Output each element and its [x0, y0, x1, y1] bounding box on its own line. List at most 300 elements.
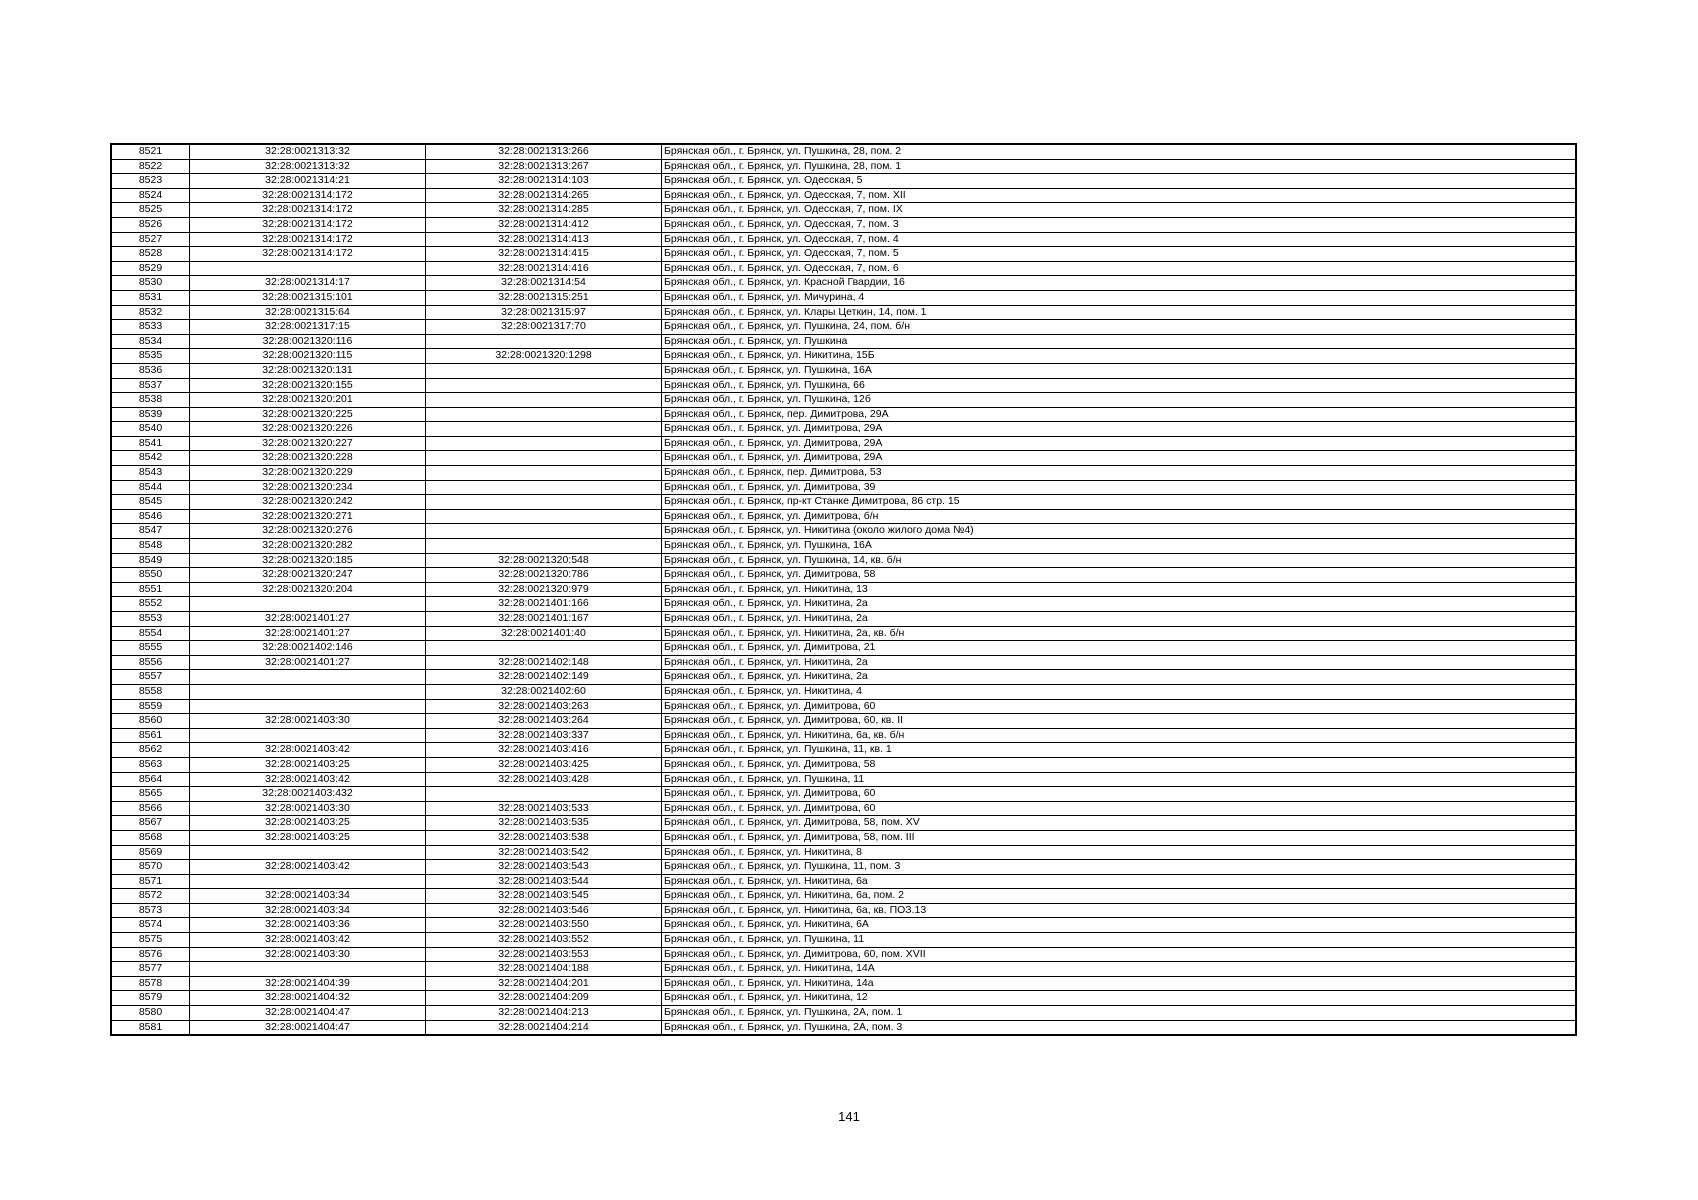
table-row — [111, 188, 1576, 203]
table-row — [111, 918, 1576, 933]
row-number-cell: 8566 — [111, 801, 190, 816]
address-cell: Брянская обл., г. Брянск, ул. Пушкина, 11, пом. 3 — [662, 860, 1577, 875]
row-number-cell: 8553 — [111, 612, 190, 627]
object-number-cell: 32:28:0021314:103 — [426, 174, 662, 189]
table-row — [111, 203, 1576, 218]
table-row — [111, 349, 1576, 364]
address-cell: Брянская обл., г. Брянск, ул. Димитрова, 60, кв. II — [662, 714, 1577, 729]
parcel-number-cell: 32:28:0021320:225 — [190, 407, 426, 422]
table-row — [111, 509, 1576, 524]
table-row — [111, 714, 1576, 729]
table-row — [111, 174, 1576, 189]
parcel-number-cell: 32:28:0021320:234 — [190, 480, 426, 495]
row-number-cell: 8571 — [111, 874, 190, 889]
parcel-number-cell — [190, 699, 426, 714]
parcel-number-cell: 32:28:0021320:276 — [190, 524, 426, 539]
object-number-cell — [426, 378, 662, 393]
object-number-cell: 32:28:0021401:167 — [426, 612, 662, 627]
table-row — [111, 290, 1576, 305]
address-cell: Брянская обл., г. Брянск, ул. Никитина, 6А — [662, 918, 1577, 933]
row-number-cell: 8559 — [111, 699, 190, 714]
address-cell: Брянская обл., г. Брянск, ул. Димитрова, 29А — [662, 422, 1577, 437]
page-number: 141 — [838, 1109, 860, 1124]
row-number-cell: 8525 — [111, 203, 190, 218]
row-number-cell: 8541 — [111, 436, 190, 451]
address-cell: Брянская обл., г. Брянск, ул. Одесская, 7, пом. IX — [662, 203, 1577, 218]
row-number-cell: 8548 — [111, 539, 190, 554]
parcel-number-cell: 32:28:0021403:42 — [190, 860, 426, 875]
parcel-number-cell: 32:28:0021404:32 — [190, 991, 426, 1006]
row-number-cell: 8572 — [111, 889, 190, 904]
object-number-cell: 32:28:0021403:544 — [426, 874, 662, 889]
row-number-cell: 8576 — [111, 947, 190, 962]
table-row — [111, 655, 1576, 670]
row-number-cell: 8558 — [111, 684, 190, 699]
row-number-cell: 8564 — [111, 772, 190, 787]
address-cell: Брянская обл., г. Брянск, ул. Пушкина, 24, пом. б/н — [662, 320, 1577, 335]
object-number-cell: 32:28:0021404:188 — [426, 962, 662, 977]
object-number-cell: 32:28:0021401:40 — [426, 626, 662, 641]
object-number-cell: 32:28:0021403:542 — [426, 845, 662, 860]
address-cell: Брянская обл., г. Брянск, ул. Пушкина, 11, кв. 1 — [662, 743, 1577, 758]
address-cell: Брянская обл., г. Брянск, ул. Димитрова, 29А — [662, 451, 1577, 466]
parcel-number-cell — [190, 261, 426, 276]
object-number-cell: 32:28:0021317:70 — [426, 320, 662, 335]
row-number-cell: 8521 — [111, 144, 190, 159]
table-row — [111, 393, 1576, 408]
table-row — [111, 670, 1576, 685]
object-number-cell: 32:28:0021320:979 — [426, 582, 662, 597]
object-number-cell: 32:28:0021403:546 — [426, 903, 662, 918]
row-number-cell: 8546 — [111, 509, 190, 524]
address-cell: Брянская обл., г. Брянск, ул. Пушкина, 28, пом. 1 — [662, 159, 1577, 174]
row-number-cell: 8569 — [111, 845, 190, 860]
row-number-cell: 8581 — [111, 1020, 190, 1035]
parcel-number-cell: 32:28:0021320:115 — [190, 349, 426, 364]
parcel-number-cell: 32:28:0021403:25 — [190, 816, 426, 831]
address-cell: Брянская обл., г. Брянск, ул. Пушкина, 14, кв. б/н — [662, 553, 1577, 568]
table-row — [111, 641, 1576, 656]
row-number-cell: 8557 — [111, 670, 190, 685]
row-number-cell: 8542 — [111, 451, 190, 466]
address-cell: Брянская обл., г. Брянск, ул. Никитина, 6а — [662, 874, 1577, 889]
table-row — [111, 495, 1576, 510]
row-number-cell: 8529 — [111, 261, 190, 276]
address-cell: Брянская обл., г. Брянск, ул. Никитина, 14а — [662, 976, 1577, 991]
row-number-cell: 8549 — [111, 553, 190, 568]
object-number-cell — [426, 641, 662, 656]
object-number-cell: 32:28:0021314:285 — [426, 203, 662, 218]
table-row — [111, 524, 1576, 539]
row-number-cell: 8539 — [111, 407, 190, 422]
table-row — [111, 480, 1576, 495]
address-cell: Брянская обл., г. Брянск, ул. Димитрова, 58 — [662, 757, 1577, 772]
table-row — [111, 728, 1576, 743]
parcel-number-cell: 32:28:0021403:30 — [190, 947, 426, 962]
parcel-number-cell: 32:28:0021404:39 — [190, 976, 426, 991]
parcel-number-cell — [190, 670, 426, 685]
parcel-number-cell: 32:28:0021313:32 — [190, 159, 426, 174]
table-row — [111, 582, 1576, 597]
object-number-cell: 32:28:0021313:267 — [426, 159, 662, 174]
table-row — [111, 422, 1576, 437]
cadastral-registry-table — [110, 143, 1577, 1036]
row-number-cell: 8540 — [111, 422, 190, 437]
table-row — [111, 334, 1576, 349]
parcel-number-cell: 32:28:0021314:172 — [190, 188, 426, 203]
row-number-cell: 8534 — [111, 334, 190, 349]
table-row — [111, 378, 1576, 393]
parcel-number-cell: 32:28:0021314:21 — [190, 174, 426, 189]
object-number-cell: 32:28:0021403:543 — [426, 860, 662, 875]
address-cell: Брянская обл., г. Брянск, ул. Никитина, 4 — [662, 684, 1577, 699]
table-row — [111, 553, 1576, 568]
table-row — [111, 757, 1576, 772]
row-number-cell: 8554 — [111, 626, 190, 641]
table-row — [111, 1006, 1576, 1021]
object-number-cell: 32:28:0021314:412 — [426, 217, 662, 232]
object-number-cell: 32:28:0021403:416 — [426, 743, 662, 758]
address-cell: Брянская обл., г. Брянск, ул. Никитина, 2а — [662, 612, 1577, 627]
table-row — [111, 947, 1576, 962]
object-number-cell: 32:28:0021314:415 — [426, 247, 662, 262]
table-row — [111, 597, 1576, 612]
object-number-cell: 32:28:0021403:264 — [426, 714, 662, 729]
parcel-number-cell: 32:28:0021403:25 — [190, 757, 426, 772]
row-number-cell: 8532 — [111, 305, 190, 320]
row-number-cell: 8550 — [111, 568, 190, 583]
object-number-cell: 32:28:0021320:1298 — [426, 349, 662, 364]
parcel-number-cell: 32:28:0021403:432 — [190, 787, 426, 802]
object-number-cell — [426, 509, 662, 524]
row-number-cell: 8545 — [111, 495, 190, 510]
row-number-cell: 8552 — [111, 597, 190, 612]
row-number-cell: 8556 — [111, 655, 190, 670]
address-cell: Брянская обл., г. Брянск, ул. Одесская, 7, пом. 6 — [662, 261, 1577, 276]
object-number-cell: 32:28:0021403:263 — [426, 699, 662, 714]
address-cell: Брянская обл., г. Брянск, ул. Никитина, 6а, кв. б/н — [662, 728, 1577, 743]
table-row — [111, 261, 1576, 276]
parcel-number-cell: 32:28:0021313:32 — [190, 144, 426, 159]
parcel-number-cell: 32:28:0021320:247 — [190, 568, 426, 583]
parcel-number-cell: 32:28:0021315:64 — [190, 305, 426, 320]
address-cell: Брянская обл., г. Брянск, ул. Димитрова, 60 — [662, 801, 1577, 816]
parcel-number-cell: 32:28:0021401:27 — [190, 612, 426, 627]
address-cell: Брянская обл., г. Брянск, ул. Пушкина, 2А, пом. 3 — [662, 1020, 1577, 1035]
object-number-cell: 32:28:0021315:251 — [426, 290, 662, 305]
parcel-number-cell: 32:28:0021320:204 — [190, 582, 426, 597]
table-row — [111, 276, 1576, 291]
address-cell: Брянская обл., г. Брянск, ул. Димитрова, 21 — [662, 641, 1577, 656]
table-row — [111, 568, 1576, 583]
row-number-cell: 8562 — [111, 743, 190, 758]
object-number-cell — [426, 787, 662, 802]
address-cell: Брянская обл., г. Брянск, ул. Никитина, 14А — [662, 962, 1577, 977]
row-number-cell: 8535 — [111, 349, 190, 364]
table-row — [111, 466, 1576, 481]
object-number-cell: 32:28:0021314:413 — [426, 232, 662, 247]
row-number-cell: 8528 — [111, 247, 190, 262]
table-row — [111, 860, 1576, 875]
table-row — [111, 320, 1576, 335]
parcel-number-cell — [190, 684, 426, 699]
parcel-number-cell: 32:28:0021320:131 — [190, 363, 426, 378]
table-row — [111, 436, 1576, 451]
table-row — [111, 363, 1576, 378]
address-cell: Брянская обл., г. Брянск, ул. Пушкина, 66 — [662, 378, 1577, 393]
row-number-cell: 8563 — [111, 757, 190, 772]
table-row — [111, 626, 1576, 641]
parcel-number-cell: 32:28:0021402:146 — [190, 641, 426, 656]
row-number-cell: 8524 — [111, 188, 190, 203]
address-cell: Брянская обл., г. Брянск, ул. Мичурина, 4 — [662, 290, 1577, 305]
parcel-number-cell: 32:28:0021401:27 — [190, 655, 426, 670]
object-number-cell: 32:28:0021403:425 — [426, 757, 662, 772]
table-row — [111, 1020, 1576, 1035]
table-row — [111, 903, 1576, 918]
object-number-cell: 32:28:0021313:266 — [426, 144, 662, 159]
object-number-cell — [426, 524, 662, 539]
parcel-number-cell: 32:28:0021401:27 — [190, 626, 426, 641]
address-cell: Брянская обл., г. Брянск, ул. Димитрова, 60 — [662, 787, 1577, 802]
table-row — [111, 874, 1576, 889]
row-number-cell: 8573 — [111, 903, 190, 918]
address-cell: Брянская обл., г. Брянск, ул. Димитрова, 58, пом. III — [662, 830, 1577, 845]
address-cell: Брянская обл., г. Брянск, ул. Одесская, 7, пом. XII — [662, 188, 1577, 203]
object-number-cell: 32:28:0021401:166 — [426, 597, 662, 612]
object-number-cell: 32:28:0021320:548 — [426, 553, 662, 568]
address-cell: Брянская обл., г. Брянск, пр-кт Станке Димитрова, 86 стр. 15 — [662, 495, 1577, 510]
address-cell: Брянская обл., г. Брянск, ул. Димитрова, 29А — [662, 436, 1577, 451]
address-cell: Брянская обл., г. Брянск, ул. Пушкина — [662, 334, 1577, 349]
row-number-cell: 8531 — [111, 290, 190, 305]
object-number-cell — [426, 393, 662, 408]
parcel-number-cell: 32:28:0021320:155 — [190, 378, 426, 393]
row-number-cell: 8530 — [111, 276, 190, 291]
object-number-cell: 32:28:0021314:416 — [426, 261, 662, 276]
address-cell: Брянская обл., г. Брянск, ул. Красной Гвардии, 16 — [662, 276, 1577, 291]
parcel-number-cell: 32:28:0021315:101 — [190, 290, 426, 305]
address-cell: Брянская обл., г. Брянск, ул. Пушкина, 11 — [662, 772, 1577, 787]
row-number-cell: 8568 — [111, 830, 190, 845]
row-number-cell: 8570 — [111, 860, 190, 875]
row-number-cell: 8577 — [111, 962, 190, 977]
object-number-cell — [426, 480, 662, 495]
table-row — [111, 801, 1576, 816]
parcel-number-cell — [190, 874, 426, 889]
table-row — [111, 889, 1576, 904]
parcel-number-cell: 32:28:0021320:229 — [190, 466, 426, 481]
parcel-number-cell: 32:28:0021320:185 — [190, 553, 426, 568]
object-number-cell — [426, 539, 662, 554]
object-number-cell: 32:28:0021403:538 — [426, 830, 662, 845]
object-number-cell — [426, 436, 662, 451]
parcel-number-cell: 32:28:0021320:228 — [190, 451, 426, 466]
table-row — [111, 247, 1576, 262]
object-number-cell: 32:28:0021403:553 — [426, 947, 662, 962]
row-number-cell: 8527 — [111, 232, 190, 247]
object-number-cell: 32:28:0021404:201 — [426, 976, 662, 991]
row-number-cell: 8526 — [111, 217, 190, 232]
object-number-cell — [426, 466, 662, 481]
parcel-number-cell: 32:28:0021320:201 — [190, 393, 426, 408]
table-row — [111, 991, 1576, 1006]
object-number-cell: 32:28:0021314:54 — [426, 276, 662, 291]
address-cell: Брянская обл., г. Брянск, ул. Одесская, 7, пом. 3 — [662, 217, 1577, 232]
table-row — [111, 305, 1576, 320]
parcel-number-cell: 32:28:0021320:242 — [190, 495, 426, 510]
table-row — [111, 743, 1576, 758]
object-number-cell: 32:28:0021403:337 — [426, 728, 662, 743]
parcel-number-cell: 32:28:0021320:226 — [190, 422, 426, 437]
table-row — [111, 684, 1576, 699]
address-cell: Брянская обл., г. Брянск, ул. Одесская, 5 — [662, 174, 1577, 189]
object-number-cell: 32:28:0021404:209 — [426, 991, 662, 1006]
address-cell: Брянская обл., г. Брянск, ул. Никитина, 8 — [662, 845, 1577, 860]
address-cell: Брянская обл., г. Брянск, ул. Пушкина, 12б — [662, 393, 1577, 408]
parcel-number-cell — [190, 597, 426, 612]
row-number-cell: 8561 — [111, 728, 190, 743]
parcel-number-cell: 32:28:0021403:30 — [190, 714, 426, 729]
table-row — [111, 539, 1576, 554]
parcel-number-cell: 32:28:0021320:116 — [190, 334, 426, 349]
parcel-number-cell: 32:28:0021403:42 — [190, 743, 426, 758]
address-cell: Брянская обл., г. Брянск, ул. Никитина, 2а — [662, 670, 1577, 685]
address-cell: Брянская обл., г. Брянск, ул. Никитина (около жилого дома №4) — [662, 524, 1577, 539]
address-cell: Брянская обл., г. Брянск, ул. Пушкина, 16А — [662, 363, 1577, 378]
parcel-number-cell: 32:28:0021403:42 — [190, 933, 426, 948]
object-number-cell: 32:28:0021403:552 — [426, 933, 662, 948]
table-row — [111, 845, 1576, 860]
address-cell: Брянская обл., г. Брянск, ул. Никитина, 2а, кв. б/н — [662, 626, 1577, 641]
address-cell: Брянская обл., г. Брянск, ул. Клары Цеткин, 14, пом. 1 — [662, 305, 1577, 320]
parcel-number-cell: 32:28:0021403:36 — [190, 918, 426, 933]
address-cell: Брянская обл., г. Брянск, ул. Димитрова, 58, пом. XV — [662, 816, 1577, 831]
parcel-number-cell: 32:28:0021314:172 — [190, 247, 426, 262]
parcel-number-cell: 32:28:0021403:25 — [190, 830, 426, 845]
table-row — [111, 612, 1576, 627]
object-number-cell: 32:28:0021403:535 — [426, 816, 662, 831]
row-number-cell: 8574 — [111, 918, 190, 933]
table-row — [111, 976, 1576, 991]
address-cell: Брянская обл., г. Брянск, ул. Димитрова, 60 — [662, 699, 1577, 714]
parcel-number-cell — [190, 728, 426, 743]
address-cell: Брянская обл., г. Брянск, ул. Пушкина, 2А, пом. 1 — [662, 1006, 1577, 1021]
row-number-cell: 8580 — [111, 1006, 190, 1021]
object-number-cell: 32:28:0021403:550 — [426, 918, 662, 933]
object-number-cell — [426, 334, 662, 349]
table-row — [111, 217, 1576, 232]
address-cell: Брянская обл., г. Брянск, ул. Никитина, 6а, кв. ПОЗ.13 — [662, 903, 1577, 918]
registry-table-body — [111, 144, 1576, 1035]
object-number-cell — [426, 451, 662, 466]
row-number-cell: 8555 — [111, 641, 190, 656]
address-cell: Брянская обл., г. Брянск, ул. Никитина, 2а — [662, 597, 1577, 612]
address-cell: Брянская обл., г. Брянск, ул. Димитрова, б/н — [662, 509, 1577, 524]
address-cell: Брянская обл., г. Брянск, ул. Одесская, 7, пом. 5 — [662, 247, 1577, 262]
address-cell: Брянская обл., г. Брянск, ул. Никитина, 6а, пом. 2 — [662, 889, 1577, 904]
address-cell: Брянская обл., г. Брянск, ул. Димитрова, 58 — [662, 568, 1577, 583]
table-row — [111, 772, 1576, 787]
row-number-cell: 8537 — [111, 378, 190, 393]
address-cell: Брянская обл., г. Брянск, ул. Димитрова, 39 — [662, 480, 1577, 495]
address-cell: Брянская обл., г. Брянск, ул. Пушкина, 16А — [662, 539, 1577, 554]
table-row — [111, 962, 1576, 977]
object-number-cell — [426, 495, 662, 510]
row-number-cell: 8538 — [111, 393, 190, 408]
address-cell: Брянская обл., г. Брянск, ул. Никитина, 2а — [662, 655, 1577, 670]
object-number-cell: 32:28:0021404:214 — [426, 1020, 662, 1035]
address-cell: Брянская обл., г. Брянск, ул. Пушкина, 11 — [662, 933, 1577, 948]
row-number-cell: 8544 — [111, 480, 190, 495]
address-cell: Брянская обл., г. Брянск, ул. Одесская, 7, пом. 4 — [662, 232, 1577, 247]
row-number-cell: 8543 — [111, 466, 190, 481]
table-row — [111, 407, 1576, 422]
table-row — [111, 159, 1576, 174]
parcel-number-cell: 32:28:0021404:47 — [190, 1020, 426, 1035]
parcel-number-cell: 32:28:0021320:271 — [190, 509, 426, 524]
parcel-number-cell: 32:28:0021403:34 — [190, 903, 426, 918]
object-number-cell — [426, 407, 662, 422]
object-number-cell: 32:28:0021402:60 — [426, 684, 662, 699]
row-number-cell: 8533 — [111, 320, 190, 335]
address-cell: Брянская обл., г. Брянск, ул. Никитина, 13 — [662, 582, 1577, 597]
object-number-cell: 32:28:0021403:428 — [426, 772, 662, 787]
parcel-number-cell: 32:28:0021404:47 — [190, 1006, 426, 1021]
table-row — [111, 144, 1576, 159]
object-number-cell: 32:28:0021315:97 — [426, 305, 662, 320]
row-number-cell: 8547 — [111, 524, 190, 539]
object-number-cell: 32:28:0021402:149 — [426, 670, 662, 685]
address-cell: Брянская обл., г. Брянск, ул. Пушкина, 28, пом. 2 — [662, 144, 1577, 159]
parcel-number-cell: 32:28:0021403:42 — [190, 772, 426, 787]
table-row — [111, 787, 1576, 802]
object-number-cell: 32:28:0021320:786 — [426, 568, 662, 583]
object-number-cell: 32:28:0021403:533 — [426, 801, 662, 816]
table-row — [111, 451, 1576, 466]
object-number-cell: 32:28:0021403:545 — [426, 889, 662, 904]
table-row — [111, 816, 1576, 831]
address-cell: Брянская обл., г. Брянск, ул. Димитрова, 60, пом. XVII — [662, 947, 1577, 962]
parcel-number-cell: 32:28:0021317:15 — [190, 320, 426, 335]
object-number-cell — [426, 422, 662, 437]
table-row — [111, 830, 1576, 845]
row-number-cell: 8575 — [111, 933, 190, 948]
parcel-number-cell — [190, 845, 426, 860]
parcel-number-cell: 32:28:0021314:172 — [190, 232, 426, 247]
parcel-number-cell: 32:28:0021403:34 — [190, 889, 426, 904]
row-number-cell: 8565 — [111, 787, 190, 802]
parcel-number-cell: 32:28:0021314:172 — [190, 217, 426, 232]
parcel-number-cell: 32:28:0021314:172 — [190, 203, 426, 218]
object-number-cell: 32:28:0021404:213 — [426, 1006, 662, 1021]
address-cell: Брянская обл., г. Брянск, пер. Димитрова, 29А — [662, 407, 1577, 422]
parcel-number-cell: 32:28:0021320:282 — [190, 539, 426, 554]
row-number-cell: 8560 — [111, 714, 190, 729]
object-number-cell — [426, 363, 662, 378]
object-number-cell: 32:28:0021402:148 — [426, 655, 662, 670]
object-number-cell: 32:28:0021314:265 — [426, 188, 662, 203]
parcel-number-cell: 32:28:0021403:30 — [190, 801, 426, 816]
row-number-cell: 8578 — [111, 976, 190, 991]
address-cell: Брянская обл., г. Брянск, пер. Димитрова, 53 — [662, 466, 1577, 481]
row-number-cell: 8567 — [111, 816, 190, 831]
table-row — [111, 933, 1576, 948]
address-cell: Брянская обл., г. Брянск, ул. Никитина, 12 — [662, 991, 1577, 1006]
parcel-number-cell: 32:28:0021314:17 — [190, 276, 426, 291]
address-cell: Брянская обл., г. Брянск, ул. Никитина, 15Б — [662, 349, 1577, 364]
parcel-number-cell — [190, 962, 426, 977]
